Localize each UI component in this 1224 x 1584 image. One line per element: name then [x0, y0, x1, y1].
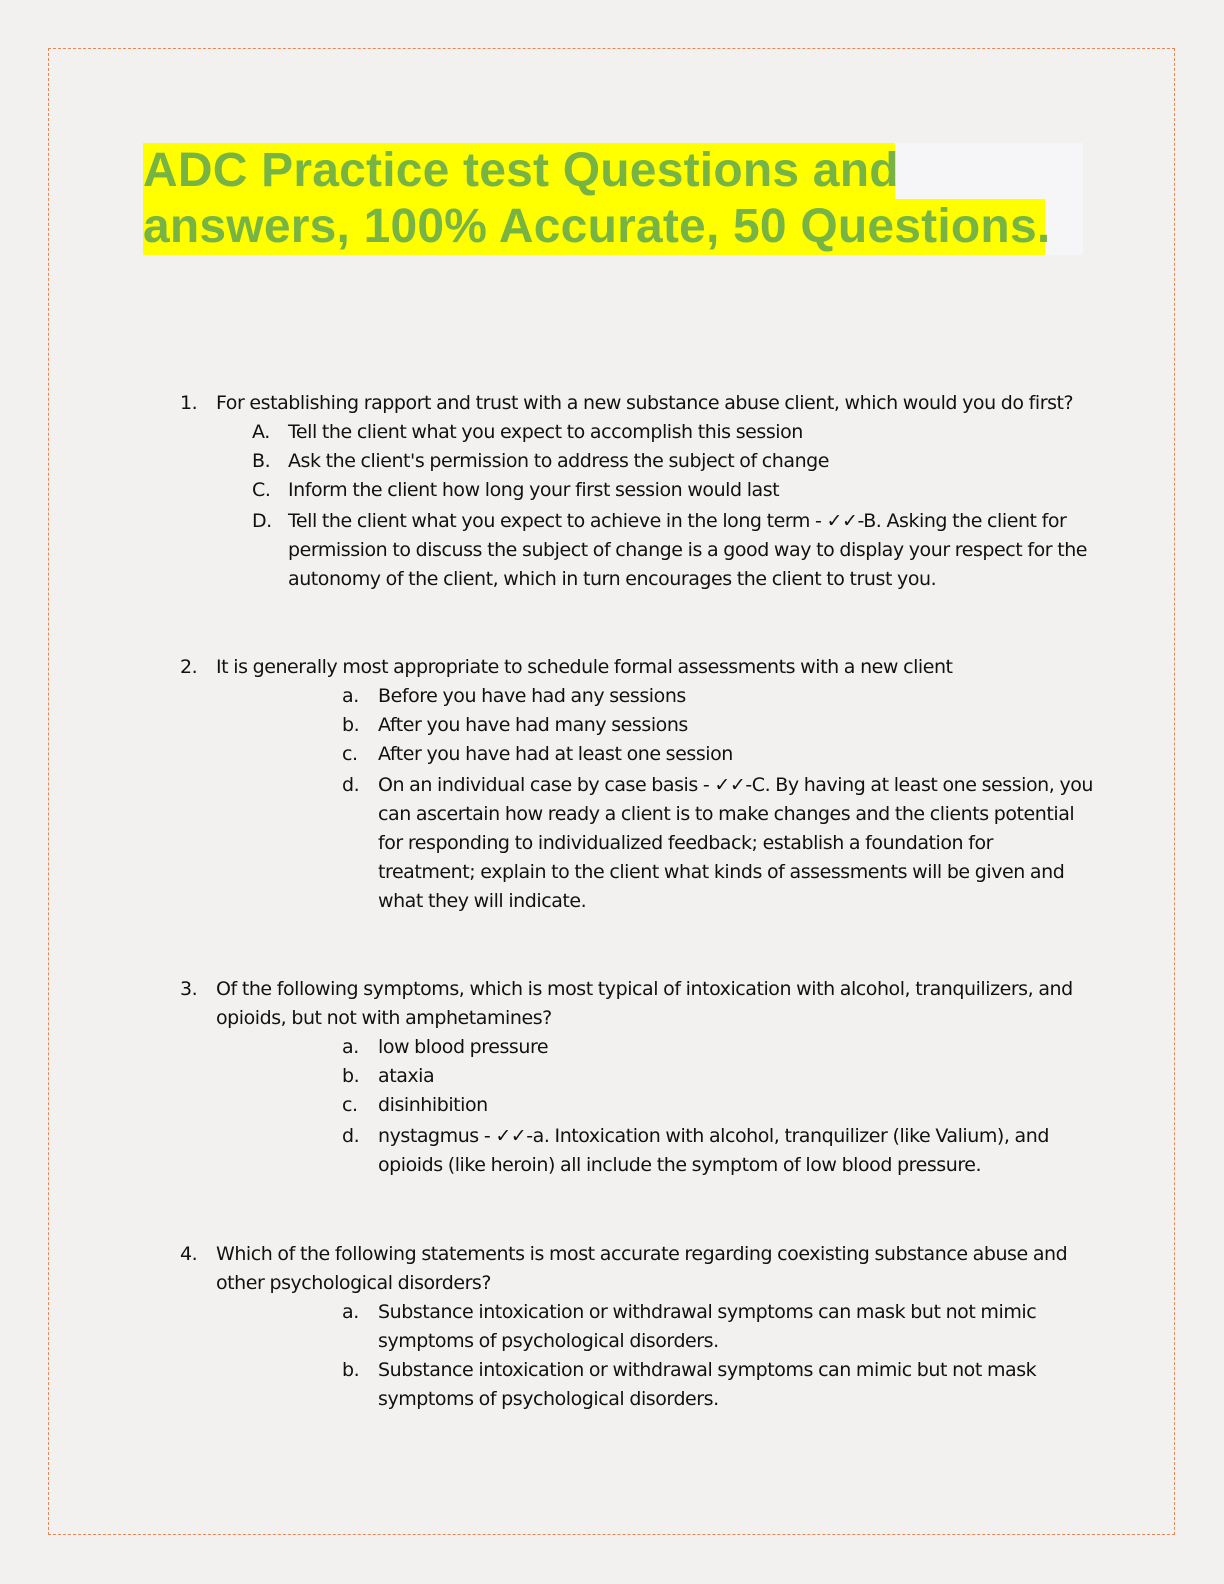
option-letter: a.: [342, 1036, 359, 1058]
option-text: Substance intoxication or withdrawal symptoms can mask but not mimic: [378, 1301, 1037, 1323]
answer-text: for responding to individualized feedback; establish a foundation for: [378, 832, 994, 854]
option-letter: b.: [342, 1359, 360, 1381]
answer-text: nystagmus - ✓✓-a. Intoxication with alcohol, tranquilizer (like Valium), and: [378, 1125, 1049, 1147]
option-letter: c.: [342, 743, 358, 765]
question-stem: other psychological disorders?: [216, 1272, 492, 1294]
question-number: 4.: [180, 1243, 198, 1265]
option-letter: C.: [252, 479, 271, 501]
question-stem: Which of the following statements is most accurate regarding coexisting substance abuse and: [216, 1243, 1068, 1265]
title-line-2: answers, 100% Accurate, 50 Questions.: [143, 200, 1051, 253]
answer-text: autonomy of the client, which in turn encourages the client to trust you.: [288, 568, 937, 590]
option-letter: d.: [342, 774, 360, 796]
option-text: After you have had many sessions: [378, 714, 688, 736]
option-letter: b.: [342, 1065, 360, 1087]
document-title: [143, 143, 1083, 255]
option-text: Inform the client how long your first session would last: [288, 479, 780, 501]
answer-text: On an individual case by case basis - ✓✓-C. By having at least one session, you: [378, 774, 1094, 796]
question-number: 1.: [180, 392, 198, 414]
answer-text: what they will indicate.: [378, 890, 587, 912]
option-letter: B.: [252, 450, 271, 472]
option-text: Before you have had any sessions: [378, 685, 686, 707]
question-stem: For establishing rapport and trust with a new substance abuse client, which would you do first?: [216, 392, 1074, 414]
answer-text: can ascertain how ready a client is to make changes and the clients potential: [378, 803, 1075, 825]
option-letter: A.: [252, 421, 270, 443]
question-stem: It is generally most appropriate to schedule formal assessments with a new client: [216, 656, 953, 678]
question-stem: Of the following symptoms, which is most typical of intoxication with alcohol, tranquilizers, and: [216, 978, 1073, 1000]
option-letter: c.: [342, 1094, 358, 1116]
option-text: symptoms of psychological disorders.: [378, 1388, 719, 1410]
answer-text: treatment; explain to the client what kinds of assessments will be given and: [378, 861, 1065, 883]
question-number: 3.: [180, 978, 198, 1000]
option-letter: b.: [342, 714, 360, 736]
option-text: low blood pressure: [378, 1036, 549, 1058]
answer-text: Tell the client what you expect to achieve in the long term - ✓✓-B. Asking the client for: [288, 510, 1067, 532]
option-text: Ask the client's permission to address the subject of change: [288, 450, 830, 472]
option-text: Substance intoxication or withdrawal symptoms can mimic but not mask: [378, 1359, 1037, 1381]
option-text: After you have had at least one session: [378, 743, 733, 765]
title-line-1: ADC Practice test Questions and: [143, 144, 899, 197]
question-number: 2.: [180, 656, 198, 678]
option-text: ataxia: [378, 1065, 435, 1087]
option-letter: D.: [252, 510, 272, 532]
option-letter: d.: [342, 1125, 360, 1147]
option-text: disinhibition: [378, 1094, 488, 1116]
answer-text: opioids (like heroin) all include the symptom of low blood pressure.: [378, 1154, 982, 1176]
option-letter: a.: [342, 1301, 359, 1323]
answer-text: permission to discuss the subject of change is a good way to display your respect for the: [288, 539, 1088, 561]
option-text: symptoms of psychological disorders.: [378, 1330, 719, 1352]
option-text: Tell the client what you expect to accomplish this session: [288, 421, 803, 443]
option-letter: a.: [342, 685, 359, 707]
question-stem: opioids, but not with amphetamines?: [216, 1007, 552, 1029]
